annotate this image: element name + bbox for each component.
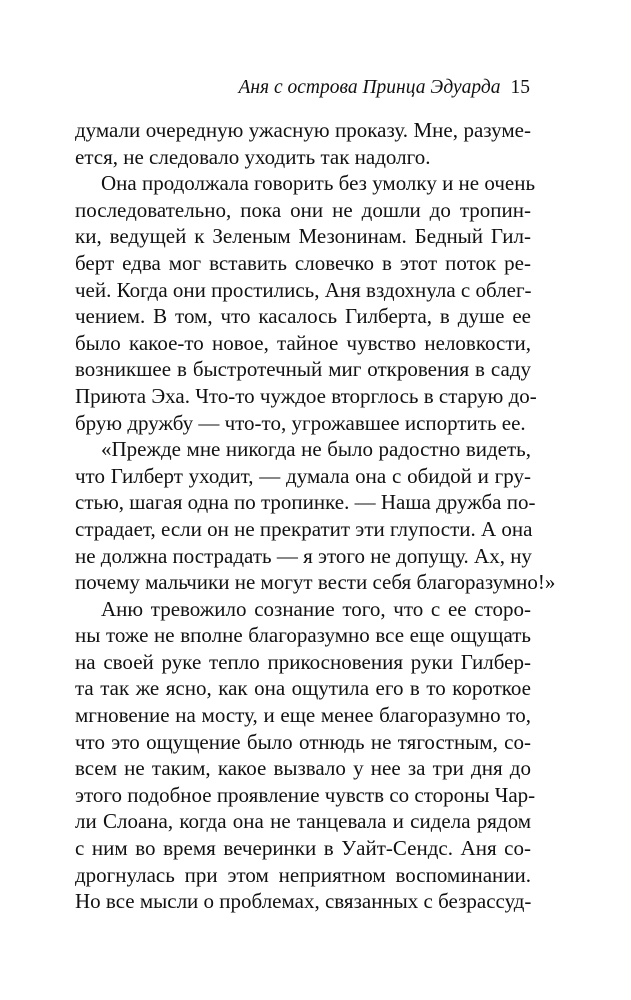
running-head (238, 76, 530, 100)
text-line: что это ощущение было отнюдь не тягостным, со- (75, 729, 531, 754)
text-line: мгновение на мосту, и еще менее благоразумно то, (75, 703, 531, 728)
text-line: что Гилберт уходит, — думала она с обидой и гру- (75, 463, 531, 488)
text-line: ется, не следовало уходить так надолго. (75, 144, 431, 169)
text-line: чей. Когда они простились, Аня вздохнула с облег- (75, 277, 532, 302)
text-line: Она продолжала говорить без умолку и не очень (101, 171, 536, 196)
text-line: страдает, если он не прекратит эти глупости. А она (75, 516, 533, 541)
text-line: ны тоже не вполне благоразумно все еще ощущать (75, 623, 531, 648)
text-line: не должна пострадать — я этого не допущу. Ах, ну (75, 543, 532, 568)
text-line: брую дружбу — что-то, угрожавшее испортить ее. (75, 410, 526, 435)
running-head-title: Аня с острова Принца Эдуарда (238, 77, 501, 98)
text-line: с ним во время вечеринки в Уайт-Сендс. Аня со- (75, 836, 531, 861)
text-line: стью, шагая одна по тропинке. — Наша дружба по- (75, 490, 536, 515)
text-line: берт едва мог вставить словечко в этот поток ре- (75, 250, 531, 275)
text-line: думали очередную ужасную проказу. Мне, разуме- (75, 118, 531, 142)
text-line: ли Слоана, когда она не танцевала и сидела рядом (75, 809, 531, 834)
text-line: «Прежде мне никогда не было радостно видеть, (101, 437, 531, 462)
text-line: чением. В том, что касалось Гилберта, в душе ее (75, 304, 531, 329)
text-line: последовательно, пока они не дошли до тропин- (75, 197, 531, 222)
text-line: Аню тревожило сознание того, что с ее сторо- (101, 596, 531, 621)
paragraph (75, 596, 536, 915)
paragraph (75, 436, 556, 596)
text-line: Приюта Эха. Что-то чуждое вторглось в старую до- (75, 383, 537, 408)
text-line: дрогнулась при этом неприятном воспоминании. (75, 862, 531, 887)
body-text (75, 117, 556, 915)
text-line: всем не таким, какое вызвало у нее за три дня до (75, 756, 531, 781)
text-line: почему мальчики не могут вести себя благоразумно!» (75, 570, 556, 595)
paragraph (75, 170, 537, 436)
text-line: та так же ясно, как она ощутила его в то короткое (75, 676, 531, 701)
text-line: этого подобное проявление чувств со стороны Чар- (75, 782, 536, 807)
text-line: ки, ведущей к Зеленым Мезонинам. Бедный Гил- (75, 224, 531, 249)
text-line: было какое-то новое, тайное чувство неловкости, (75, 330, 531, 355)
text-line: Но все мысли о проблемах, связанных с безрассуд- (75, 889, 532, 914)
text-line: на своей руке тепло прикосновения руки Гилбер- (75, 649, 531, 674)
paragraph (75, 117, 531, 170)
text-line: возникшее в быстротечный миг откровения в саду (75, 357, 531, 382)
page-number: 15 (510, 77, 530, 98)
